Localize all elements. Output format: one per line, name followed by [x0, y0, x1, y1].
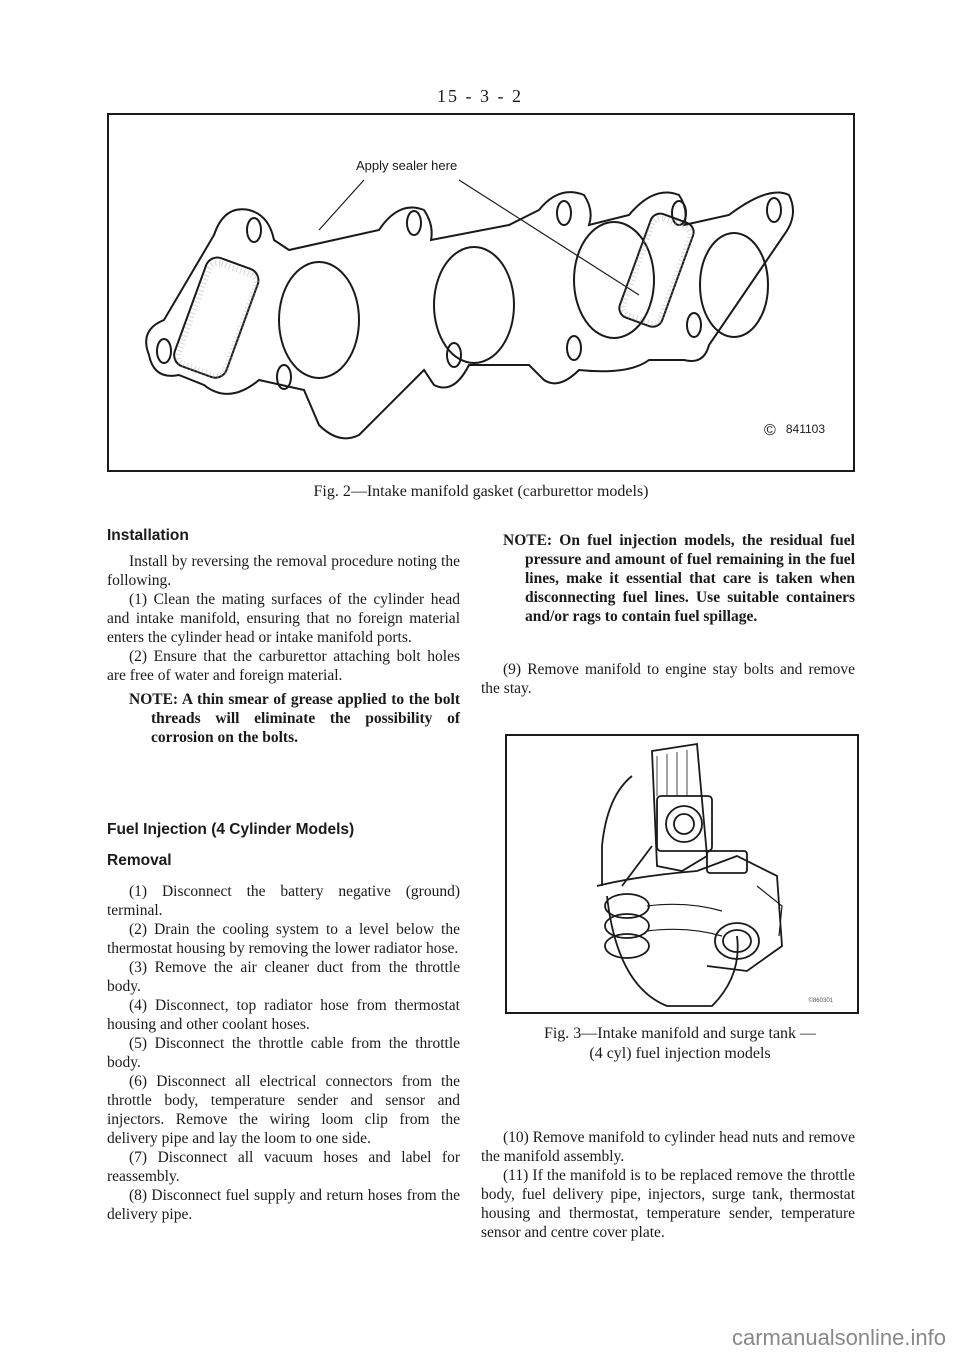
- removal-step-8: (8) Disconnect fuel supply and return hoses from the delivery pipe.: [107, 1187, 460, 1223]
- removal-step-11: (11) If the manifold is to be replaced remove the throttle body, fuel delivery pipe, injectors, surge tank, thermostat housing and thermostat, temperature sender, temperature sensor and centre cover plate.: [481, 1167, 855, 1241]
- figure3-caption-line-2: (4 cyl) fuel injection models: [589, 1045, 771, 1062]
- removal-step-4: (4) Disconnect, top radiator hose from thermostat housing and other coolant hoses.: [107, 997, 460, 1033]
- installation-note: [107, 690, 460, 747]
- fuel-pressure-note: [481, 531, 855, 626]
- removal-heading: Removal: [107, 852, 172, 869]
- figure-manifold-surge-tank: [505, 734, 859, 1014]
- figure3-code: ©860301: [808, 998, 833, 1004]
- copyright-symbol: ©: [764, 422, 776, 439]
- installation-body: [107, 552, 460, 685]
- installation-intro: Install by reversing the removal procedure noting the following.: [107, 553, 460, 589]
- removal-step-3: (3) Remove the air cleaner duct from the throttle body.: [107, 959, 460, 995]
- figure-code-number: 841103: [785, 422, 825, 436]
- removal-step-6: (6) Disconnect all electrical connectors from the throttle body, temperature sender and sensor and injectors. Remove the wiring loom clip from the delivery pipe and lay the loom to one side.: [107, 1073, 460, 1147]
- apply-sealer-label: Apply sealer here: [356, 158, 458, 173]
- removal-step-1: (1) Disconnect the battery negative (ground) terminal.: [107, 883, 460, 919]
- figure2-caption: Fig. 2—Intake manifold gasket (carburettor models): [313, 483, 649, 500]
- step-9-block: [481, 660, 855, 698]
- figure3-caption: [505, 1024, 855, 1064]
- installation-step-1: (1) Clean the mating surfaces of the cylinder head and intake manifold, ensuring that no foreign material enters the cylinder head or intake manifold ports.: [107, 591, 460, 646]
- removal-steps: [107, 882, 460, 1224]
- manifold-surge-tank-drawing: [507, 736, 857, 1012]
- steps-10-11-block: [481, 1128, 855, 1242]
- removal-step-2: (2) Drain the cooling system to a level below the thermostat housing by removing the lower radiator hose.: [107, 921, 460, 957]
- intake-gasket-drawing: [109, 115, 853, 470]
- installation-step-2: (2) Ensure that the carburettor attaching bolt holes are free of water and foreign material.: [107, 648, 460, 684]
- page-number: 15 - 3 - 2: [437, 86, 523, 106]
- removal-step-5: (5) Disconnect the throttle cable from the throttle body.: [107, 1035, 460, 1071]
- installation-note-text: NOTE: A thin smear of grease applied to the bolt threads will eliminate the possibility of corrosion on the bolts.: [129, 691, 460, 746]
- removal-step-9: (9) Remove manifold to engine stay bolts and remove the stay.: [481, 661, 855, 697]
- figure3-caption-line-1: Fig. 3—Intake manifold and surge tank —: [543, 1025, 817, 1042]
- removal-step-10: (10) Remove manifold to cylinder head nuts and remove the manifold assembly.: [481, 1129, 855, 1165]
- watermark: carmanualsonline.info: [731, 1325, 946, 1350]
- fuel-pressure-note-text: NOTE: On fuel injection models, the residual fuel pressure and amount of fuel remaining in the fuel lines, make it essential that care is taken when disconnecting fuel lines. Use suitable containers and/or rags to contain fuel spillage.: [503, 532, 855, 625]
- removal-step-7: (7) Disconnect all vacuum hoses and label for reassembly.: [107, 1149, 460, 1185]
- figure-code: [764, 422, 825, 440]
- installation-heading: Installation: [107, 527, 189, 544]
- figure-intake-gasket: [107, 113, 855, 472]
- fuel-injection-heading: Fuel Injection (4 Cylinder Models): [107, 821, 355, 838]
